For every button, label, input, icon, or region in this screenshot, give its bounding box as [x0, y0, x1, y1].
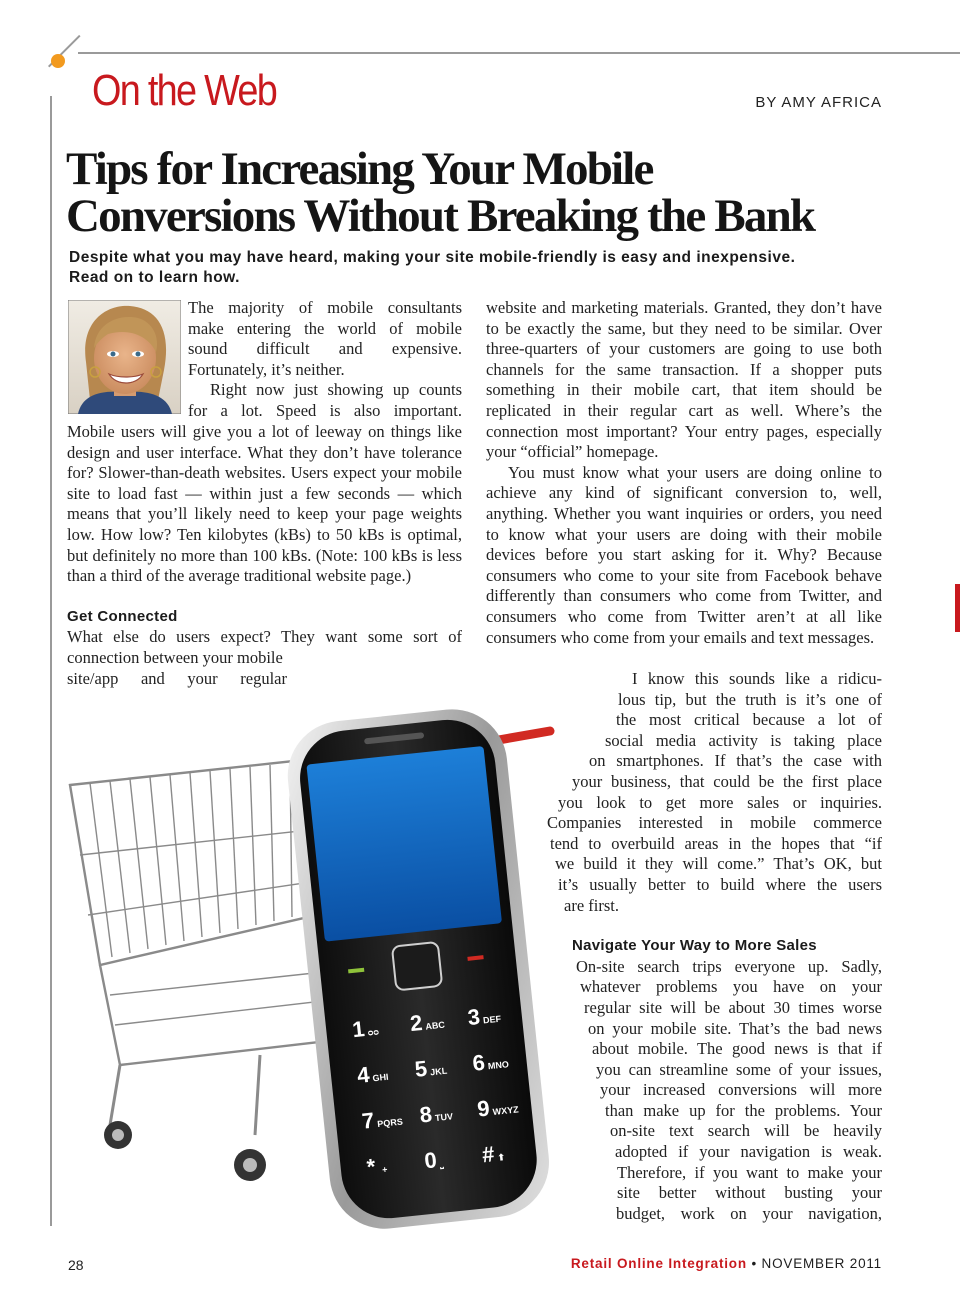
key-letters: ABC: [424, 1019, 446, 1032]
text-line: your increased conversions will more: [600, 1080, 882, 1100]
text-line: it’s usually better to build where the users: [558, 874, 882, 894]
key-digit: 3: [466, 1003, 482, 1031]
text-line: the most critical because a lot of: [616, 710, 882, 730]
cart-wheel: [104, 1121, 132, 1149]
cart-phone-illustration: [60, 695, 620, 1240]
text-line: What else do users expect? They want some sort of: [67, 627, 462, 647]
key-digit: #: [480, 1141, 496, 1168]
key-digit: 2: [408, 1009, 424, 1037]
text-line: I know this sounds like a ridicu-: [632, 669, 882, 688]
footer-separator: •: [751, 1256, 757, 1271]
text-line: about mobile. The good news is that if: [592, 1039, 882, 1059]
text-line: are first.: [564, 895, 619, 915]
publication-name: Retail Online Integration: [570, 1256, 747, 1271]
text-line: site/app and your regular: [67, 668, 287, 688]
title-line-1: Tips for Increasing Your Mobile: [66, 143, 653, 195]
text-line: regular site will be about 30 times worse: [584, 997, 882, 1017]
text-line: Right now just showing up counts: [210, 380, 462, 400]
key-letters: +: [381, 1164, 388, 1175]
text-line: make entering the world of mobile: [188, 318, 462, 338]
key-digit: 4: [355, 1061, 371, 1088]
page-number: 28: [68, 1257, 84, 1273]
key-letters: PQRS: [376, 1116, 404, 1130]
key-letters: GHI: [372, 1071, 390, 1084]
key-digit: 9: [476, 1095, 491, 1122]
text-line: Fortunately, it’s neither.: [188, 359, 345, 379]
subhead-get-connected: Get Connected: [67, 607, 178, 625]
key-letters: JKL: [429, 1065, 448, 1078]
issue-date: NOVEMBER 2011: [761, 1256, 882, 1271]
text-line: tend to overbuild areas in the hopes that “if: [550, 833, 882, 853]
right-column-body: [486, 298, 882, 648]
text-line: you can streamline some of your issues,: [596, 1059, 882, 1079]
key-letters: TUV: [434, 1111, 454, 1124]
key-digit: 6: [471, 1049, 487, 1076]
edge-tab: [955, 584, 960, 632]
key-digit: 7: [360, 1107, 376, 1134]
cart-wheel: [234, 1149, 266, 1181]
key-letters: ᴑᴑ: [367, 1026, 380, 1038]
text-line: budget, work on your navigation,: [616, 1203, 882, 1223]
text-line: than make up for the problems. Your: [605, 1100, 882, 1120]
text-line: we build it they will come.” That’s OK, but: [555, 854, 882, 874]
orange-dot: [51, 54, 65, 68]
key-letters: ⬆: [497, 1152, 506, 1163]
key-letters: DEF: [482, 1013, 502, 1026]
text-line: on smartphones. If that’s the case with: [589, 751, 882, 771]
text-line: on your mobile site. That’s the bad news: [588, 1018, 882, 1038]
text-line: social media activity is taking place: [605, 730, 882, 750]
top-rule: [78, 52, 960, 54]
text-line: on-site text search will be heavily: [610, 1121, 882, 1141]
key-digit: 8: [418, 1101, 434, 1128]
text-line: site better without busting your: [617, 1183, 882, 1203]
key-digit: 1: [351, 1016, 366, 1043]
text-line: The majority of mobile consultants: [188, 298, 462, 317]
author-headshot: [68, 300, 181, 414]
key-digit: 5: [413, 1055, 429, 1082]
text-line: connection between your mobile: [67, 647, 283, 667]
byline: BY AMY AFRICA: [755, 94, 882, 111]
mobile-phone: [282, 704, 554, 1234]
paragraph: website and marketing materials. Granted, they don’t have to be exactly the same, but they need to be similar. Over three-quarters of your customers are going to use both channels for the same transaction. If a shopper puts something in their mobile cart, that item should be replicated in their regular cart as well. Where’s the connection most important? Your entry pages, especially your “official” homepage.: [486, 298, 882, 462]
left-column-beside-photo: [188, 298, 462, 422]
text-line: your business, that could be the first place: [572, 771, 882, 791]
text-line: Companies interested in mobile commerce: [547, 813, 882, 833]
text-line: Therefore, if you want to make your: [617, 1162, 882, 1182]
key-digit: *: [365, 1153, 377, 1180]
text-line: adopted if your navigation is weak.: [615, 1142, 882, 1162]
paragraph: Mobile users will give you a lot of leeway on things like design and user interface. What they don’t have tolerance for? Slower-than-death websites. Users expect your mobile site to load fast — within just a few seconds — which means that you’ll likely need to keep your page weights low. How low? Ten kilobytes (kBs) to 50 kBs is optimal, but definitely no more than 100 kBs. (Note: 100 kBs is less than a third of the average traditional website page.): [67, 422, 462, 586]
section-title: On the Web: [92, 66, 277, 115]
key-letters: ⎵: [439, 1158, 444, 1169]
key-letters: WXYZ: [492, 1104, 520, 1118]
key-digit: 0: [423, 1147, 438, 1174]
key-letters: MNO: [487, 1059, 510, 1072]
text-line: for a lot. Speed is also important.: [188, 400, 462, 420]
text-line: whatever problems you have on your: [580, 977, 882, 997]
left-column-body: [67, 422, 462, 689]
title-line-2: Conversions Without Breaking the Bank: [66, 190, 815, 242]
text-line: On-site search trips everyone up. Sadly,: [576, 956, 882, 976]
paragraph: You must know what your users are doing online to achieve any kind of significant conversion to, well, anything. Whether you want inquiries or orders, you need to know what your users are doing with their mobile devices before you start asking for it. Why? Because consumers who come to your site from Facebook behave differently than consumers who come from Twitter, and consumers who come from Twitter aren’t at all like consumers who come from your emails and text messages.: [486, 462, 882, 647]
left-rule: [50, 96, 52, 1226]
article-title: [66, 143, 866, 242]
text-line: sound difficult and expensive.: [188, 339, 462, 359]
footer-publication: [571, 1256, 882, 1271]
text-line: lous tip, but the truth is it’s one of: [618, 689, 882, 709]
text-line: you look to get more sales or inquiries.: [558, 792, 882, 812]
article-deck: Despite what you may have heard, making your site mobile-friendly is easy and inexpensive. Read on to learn how.: [69, 249, 796, 286]
subhead-navigate: Navigate Your Way to More Sales: [572, 937, 817, 955]
